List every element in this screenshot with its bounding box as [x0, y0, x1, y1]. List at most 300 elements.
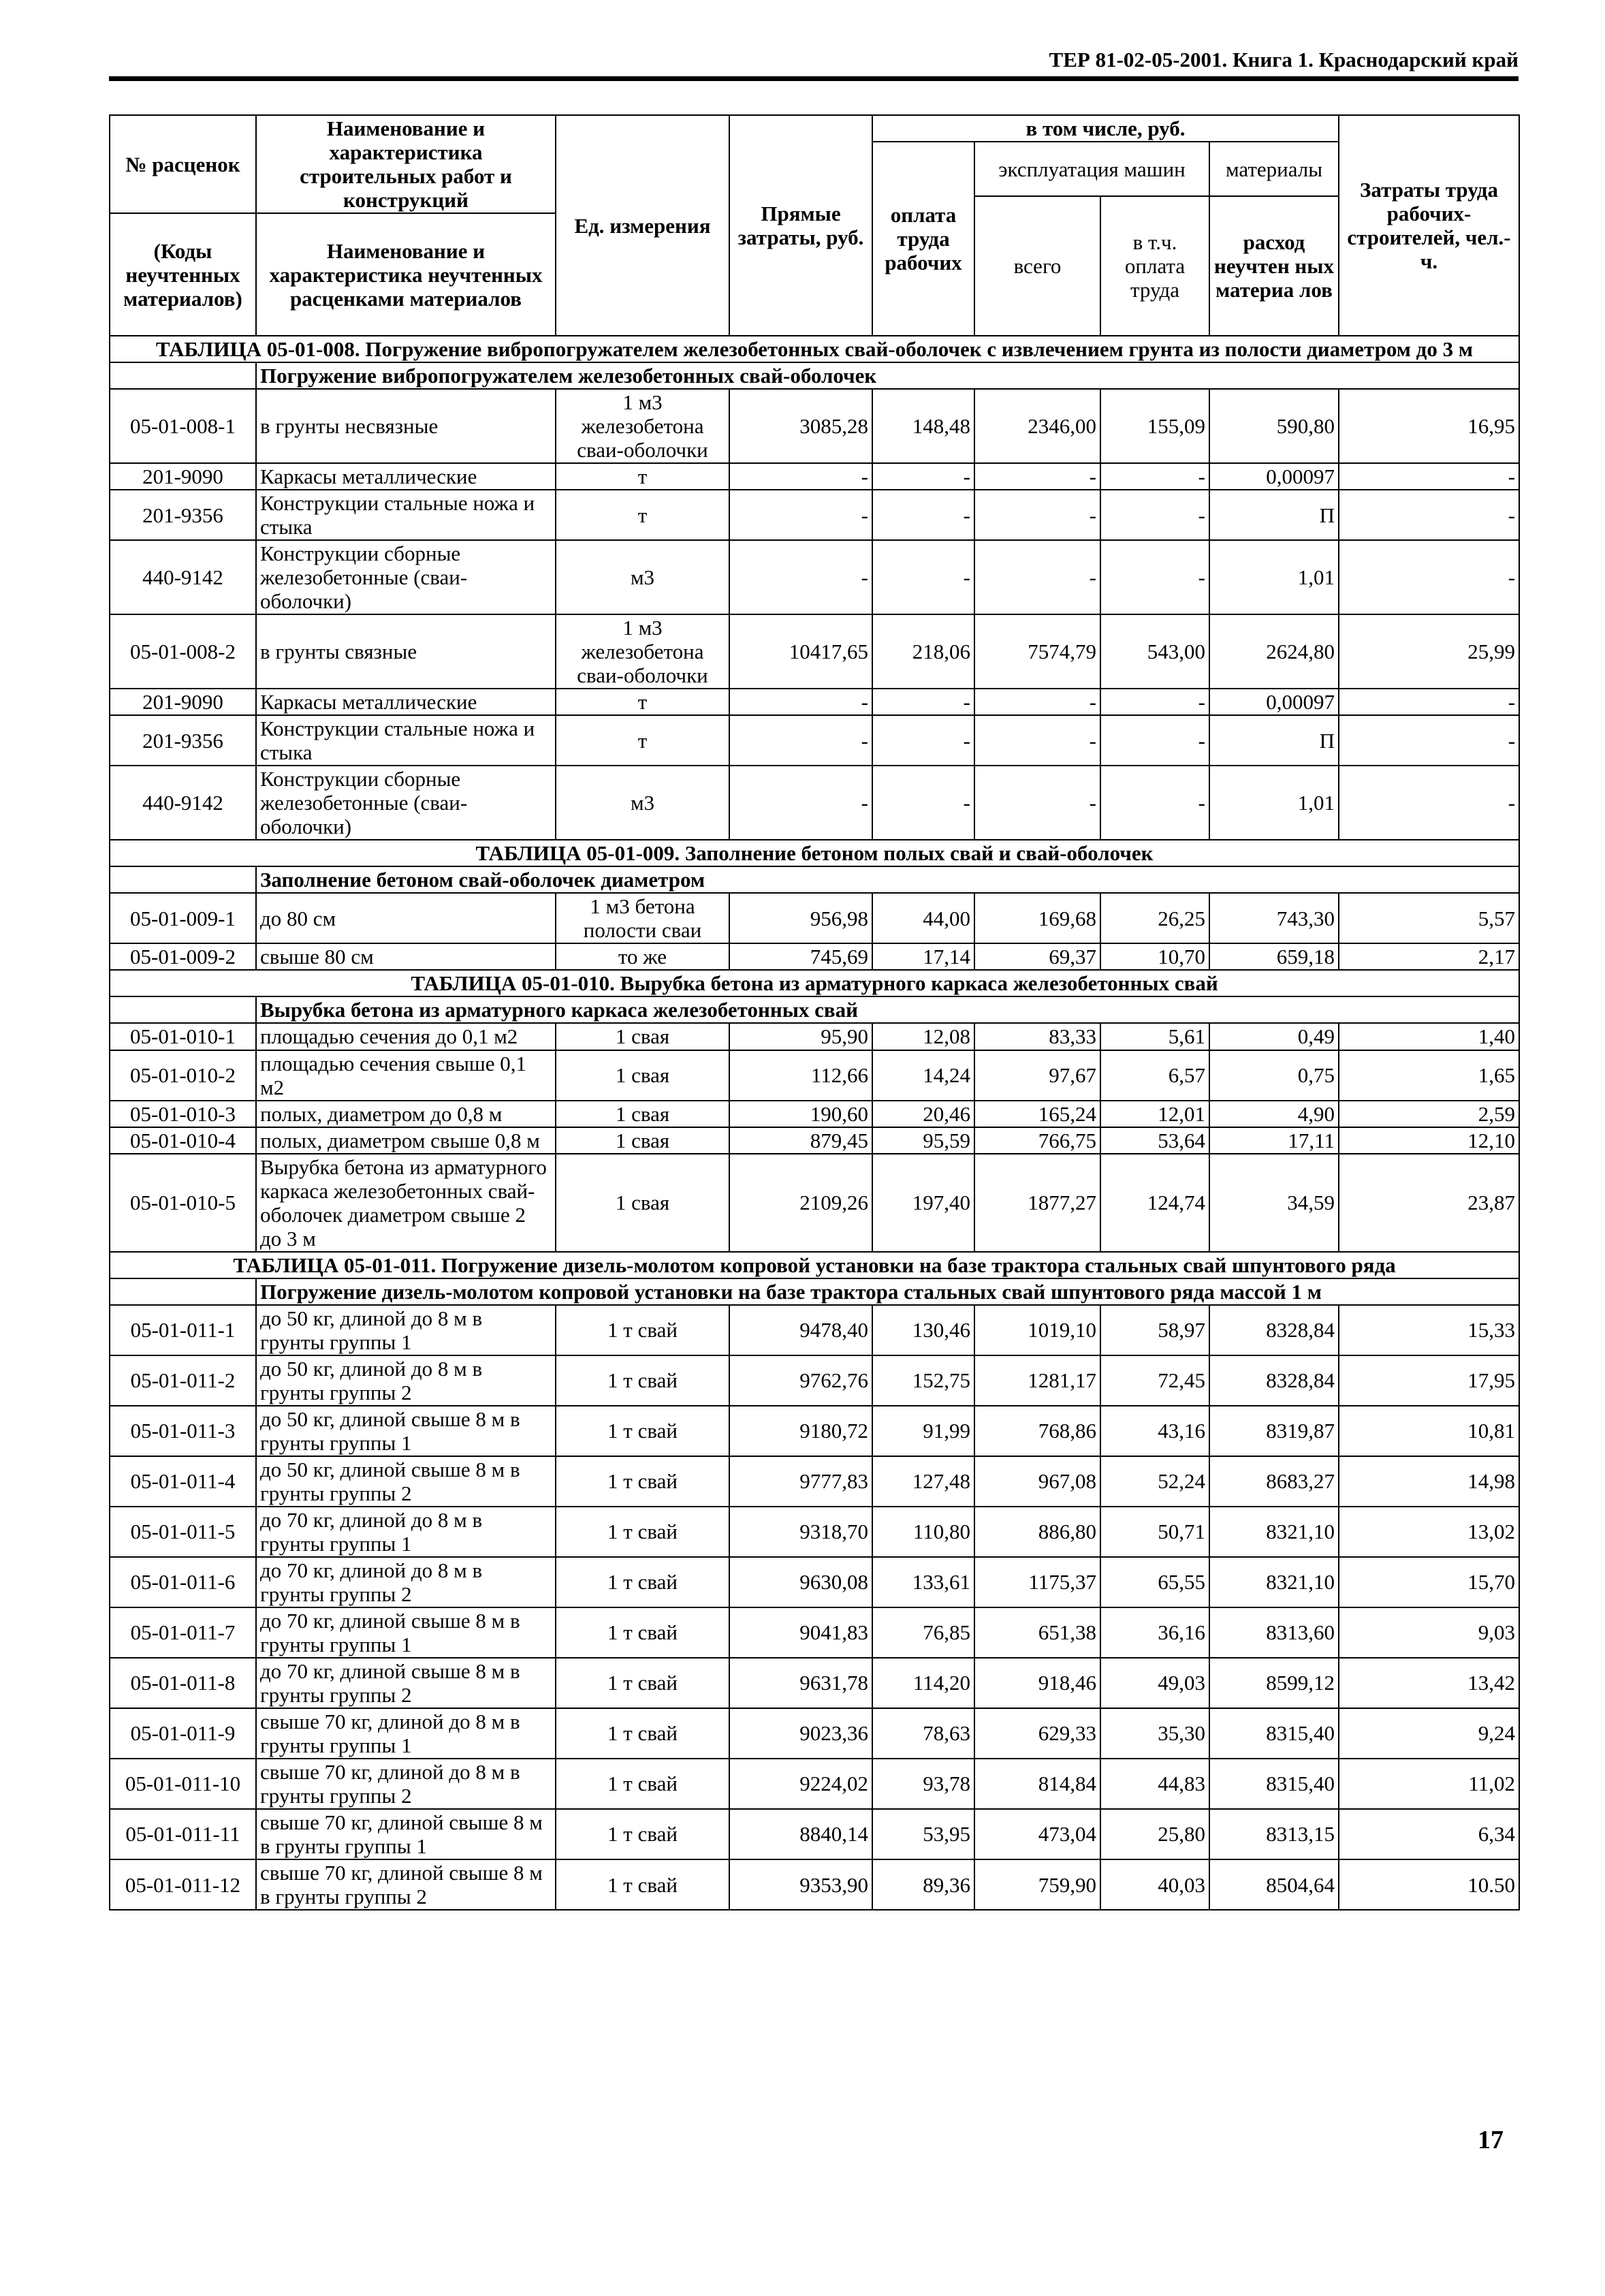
cell-machines-labor: -: [1100, 490, 1209, 540]
cell-machines-labor: 53,64: [1100, 1127, 1209, 1154]
cell-code: 05-01-010-4: [110, 1127, 256, 1154]
table-row: [110, 1406, 1519, 1456]
cell-name: свыше 70 кг, длиной свыше 8 м в грунты группы 2: [256, 1859, 556, 1910]
cell-code: 05-01-011-12: [110, 1859, 256, 1910]
cell-labor: 10,81: [1339, 1406, 1519, 1456]
cell-name: Конструкции сборные железобетонные (сваи-оболочки): [256, 766, 556, 840]
cell-direct: 2109,26: [729, 1154, 872, 1252]
cell-labor: 5,57: [1339, 893, 1519, 943]
cell-machines-total: 169,68: [974, 893, 1100, 943]
section-title: ТАБЛИЦА 05-01-009. Заполнение бетоном полых свай и свай-оболочек: [110, 840, 1519, 866]
cell-machines-labor: 52,24: [1100, 1456, 1209, 1507]
table-body: [110, 336, 1519, 1910]
cell-name: до 70 кг, длиной свыше 8 м в грунты группы 1: [256, 1607, 556, 1658]
cell-direct: 112,66: [729, 1050, 872, 1101]
cell-machines-total: 759,90: [974, 1859, 1100, 1910]
cell-materials: 8313,60: [1209, 1607, 1339, 1658]
cell-labor-pay: 148,48: [872, 389, 974, 463]
cell-direct: -: [729, 689, 872, 715]
cell-machines-total: 651,38: [974, 1607, 1100, 1658]
table-row: [110, 490, 1519, 540]
cell-materials: 8599,12: [1209, 1658, 1339, 1708]
cell-labor-pay: 95,59: [872, 1127, 974, 1154]
cell-direct: 95,90: [729, 1023, 872, 1050]
cell-machines-labor: 36,16: [1100, 1607, 1209, 1658]
cell-materials: 8319,87: [1209, 1406, 1339, 1456]
cell-machines-labor: 124,74: [1100, 1154, 1209, 1252]
cell-materials: 8315,40: [1209, 1708, 1339, 1759]
cell-materials: 0,75: [1209, 1050, 1339, 1101]
section-subtitle: Заполнение бетоном свай-оболочек диаметром: [256, 866, 1519, 893]
cell-name: свыше 70 кг, длиной свыше 8 м в грунты группы 1: [256, 1809, 556, 1859]
cell-name: до 70 кг, длиной до 8 м в грунты группы 1: [256, 1507, 556, 1557]
cell-labor: 25,99: [1339, 614, 1519, 689]
cell-labor: -: [1339, 463, 1519, 490]
cell-code: 201-9090: [110, 689, 256, 715]
table-row: [110, 1355, 1519, 1406]
cell-code: 05-01-011-3: [110, 1406, 256, 1456]
cell-labor: 1,40: [1339, 1023, 1519, 1050]
cell-unit: 1 т свай: [556, 1507, 729, 1557]
cell-machines-labor: -: [1100, 689, 1209, 715]
cell-name: до 70 кг, длиной свыше 8 м в грунты группы 2: [256, 1658, 556, 1708]
table-row: [110, 1658, 1519, 1708]
cell-unit: м3: [556, 766, 729, 840]
cell-labor: 13,02: [1339, 1507, 1519, 1557]
cell-unit: м3: [556, 540, 729, 614]
cell-name: Конструкции стальные ножа и стыка: [256, 490, 556, 540]
cell-name: до 70 кг, длиной до 8 м в грунты группы 2: [256, 1557, 556, 1607]
cell-materials: 8321,10: [1209, 1507, 1339, 1557]
table-row: [110, 1507, 1519, 1557]
cell-labor-pay: 114,20: [872, 1658, 974, 1708]
cell-direct: 9631,78: [729, 1658, 872, 1708]
cell-name: до 50 кг, длиной свыше 8 м в грунты группы 2: [256, 1456, 556, 1507]
cell-name: полых, диаметром свыше 0,8 м: [256, 1127, 556, 1154]
cell-machines-total: -: [974, 689, 1100, 715]
cell-direct: 9762,76: [729, 1355, 872, 1406]
cell-labor: 16,95: [1339, 389, 1519, 463]
cell-materials: 8315,40: [1209, 1759, 1339, 1809]
cell-name: полых, диаметром до 0,8 м: [256, 1101, 556, 1127]
cell-materials: П: [1209, 490, 1339, 540]
cell-direct: 9777,83: [729, 1456, 872, 1507]
cell-direct: 9630,08: [729, 1557, 872, 1607]
cell-direct: -: [729, 490, 872, 540]
cell-machines-labor: 155,09: [1100, 389, 1209, 463]
table-row: [110, 1101, 1519, 1127]
table-row: [110, 1154, 1519, 1252]
cell-unit: 1 свая: [556, 1050, 729, 1101]
cell-machines-labor: 12,01: [1100, 1101, 1209, 1127]
cell-labor: -: [1339, 490, 1519, 540]
cell-direct: -: [729, 463, 872, 490]
cell-machines-labor: 40,03: [1100, 1859, 1209, 1910]
table-row: [110, 1859, 1519, 1910]
table-row: [110, 1023, 1519, 1050]
cell-name: Конструкции стальные ножа и стыка: [256, 715, 556, 766]
running-header: ТЕР 81-02-05-2001. Книга 1. Краснодарский край: [1049, 48, 1519, 72]
cell-code: 05-01-010-1: [110, 1023, 256, 1050]
section-title-row: [110, 1252, 1519, 1278]
cell-code: 440-9142: [110, 766, 256, 840]
cell-labor-pay: 91,99: [872, 1406, 974, 1456]
cell-unit: т: [556, 689, 729, 715]
cell-materials: 8683,27: [1209, 1456, 1339, 1507]
cell-unit: 1 т свай: [556, 1708, 729, 1759]
cell-materials: 0,49: [1209, 1023, 1339, 1050]
cell-materials: П: [1209, 715, 1339, 766]
cell-unit: 1 т свай: [556, 1355, 729, 1406]
cell-direct: 9023,36: [729, 1708, 872, 1759]
cell-name: Конструкции сборные железобетонные (сваи-оболочки): [256, 540, 556, 614]
cell-labor: 23,87: [1339, 1154, 1519, 1252]
cell-machines-total: 886,80: [974, 1507, 1100, 1557]
header-unit: Ед. измерения: [556, 115, 729, 336]
section-subtitle-row: [110, 1278, 1519, 1305]
cell-name: свыше 70 кг, длиной до 8 м в грунты группы 2: [256, 1759, 556, 1809]
cell-code: 201-9356: [110, 490, 256, 540]
cell-code: 05-01-011-5: [110, 1507, 256, 1557]
header-name-sub: Наименование и характеристика неучтенных расценками материалов: [256, 213, 556, 336]
cell-materials: 34,59: [1209, 1154, 1339, 1252]
cell-machines-total: 1281,17: [974, 1355, 1100, 1406]
table-row: [110, 1456, 1519, 1507]
table-header: [110, 115, 1519, 336]
cell-unit: 1 м3 бетона полости сваи: [556, 893, 729, 943]
cell-unit: 1 м3 железобетона сваи-оболочки: [556, 389, 729, 463]
cell-unit: 1 т свай: [556, 1658, 729, 1708]
cell-labor: -: [1339, 689, 1519, 715]
cell-materials: 8321,10: [1209, 1557, 1339, 1607]
table-row: [110, 1759, 1519, 1809]
cell-materials: 743,30: [1209, 893, 1339, 943]
table-row: [110, 540, 1519, 614]
cell-materials: 1,01: [1209, 540, 1339, 614]
cell-machines-labor: 50,71: [1100, 1507, 1209, 1557]
cell-labor-pay: 93,78: [872, 1759, 974, 1809]
empty-cell: [110, 362, 256, 389]
section-subtitle-row: [110, 362, 1519, 389]
cell-machines-total: -: [974, 490, 1100, 540]
section-title-row: [110, 336, 1519, 362]
cell-labor-pay: 110,80: [872, 1507, 974, 1557]
cell-labor-pay: 127,48: [872, 1456, 974, 1507]
cell-labor: 1,65: [1339, 1050, 1519, 1101]
table-row: [110, 389, 1519, 463]
cell-machines-total: -: [974, 463, 1100, 490]
table-row: [110, 1708, 1519, 1759]
cell-materials: 2624,80: [1209, 614, 1339, 689]
section-title: ТАБЛИЦА 05-01-011. Погружение дизель-молотом копровой установки на базе трактора стальных свай шпунтового ряда: [110, 1252, 1519, 1278]
table-row: [110, 614, 1519, 689]
table-row: [110, 1127, 1519, 1154]
cell-unit: 1 т свай: [556, 1607, 729, 1658]
cell-code: 05-01-010-3: [110, 1101, 256, 1127]
cell-labor-pay: 133,61: [872, 1557, 974, 1607]
cell-name: площадью сечения до 0,1 м2: [256, 1023, 556, 1050]
header-code: № расценок: [110, 115, 256, 213]
cell-machines-labor: 65,55: [1100, 1557, 1209, 1607]
cell-code: 05-01-011-1: [110, 1305, 256, 1355]
cell-unit: т: [556, 463, 729, 490]
cell-direct: -: [729, 715, 872, 766]
cell-name: Каркасы металлические: [256, 689, 556, 715]
cell-code: 05-01-009-2: [110, 943, 256, 970]
cell-machines-total: 1175,37: [974, 1557, 1100, 1607]
cell-materials: 8504,64: [1209, 1859, 1339, 1910]
cell-name: в грунты связные: [256, 614, 556, 689]
cell-machines-total: 814,84: [974, 1759, 1100, 1809]
cell-machines-total: 1877,27: [974, 1154, 1100, 1252]
cell-labor: 14,98: [1339, 1456, 1519, 1507]
cell-materials: 17,11: [1209, 1127, 1339, 1154]
cell-labor-pay: -: [872, 540, 974, 614]
section-title-row: [110, 840, 1519, 866]
cell-unit: 1 свая: [556, 1127, 729, 1154]
cell-unit: 1 т свай: [556, 1406, 729, 1456]
cell-labor-pay: 197,40: [872, 1154, 974, 1252]
cell-code: 201-9356: [110, 715, 256, 766]
cell-materials: 0,00097: [1209, 689, 1339, 715]
cell-labor-pay: 14,24: [872, 1050, 974, 1101]
cell-materials: 0,00097: [1209, 463, 1339, 490]
table-row: [110, 1050, 1519, 1101]
cell-unit: то же: [556, 943, 729, 970]
cell-labor-pay: 78,63: [872, 1708, 974, 1759]
cell-materials: 8328,84: [1209, 1355, 1339, 1406]
cell-labor: -: [1339, 766, 1519, 840]
cell-name: свыше 80 см: [256, 943, 556, 970]
header-labor: Затраты труда рабочих-строителей, чел.-ч.: [1339, 115, 1519, 336]
cell-machines-labor: 44,83: [1100, 1759, 1209, 1809]
cell-labor: -: [1339, 715, 1519, 766]
cell-materials: 1,01: [1209, 766, 1339, 840]
cell-direct: -: [729, 540, 872, 614]
cell-code: 201-9090: [110, 463, 256, 490]
section-title: ТАБЛИЦА 05-01-010. Вырубка бетона из арматурного каркаса железобетонных свай: [110, 970, 1519, 996]
table-row: [110, 1557, 1519, 1607]
table-row: [110, 893, 1519, 943]
cell-labor-pay: 89,36: [872, 1859, 974, 1910]
cell-labor: 11,02: [1339, 1759, 1519, 1809]
header-labor-pay: оплата труда рабочих: [872, 142, 974, 336]
cell-labor: 12,10: [1339, 1127, 1519, 1154]
cell-labor: 15,33: [1339, 1305, 1519, 1355]
cell-machines-total: 165,24: [974, 1101, 1100, 1127]
cell-labor-pay: -: [872, 490, 974, 540]
table-row: [110, 689, 1519, 715]
cell-machines-labor: -: [1100, 766, 1209, 840]
cell-labor: 2,17: [1339, 943, 1519, 970]
cell-code: 05-01-011-6: [110, 1557, 256, 1607]
cell-direct: 9318,70: [729, 1507, 872, 1557]
cell-machines-labor: 6,57: [1100, 1050, 1209, 1101]
cell-code: 05-01-008-1: [110, 389, 256, 463]
table-row: [110, 1305, 1519, 1355]
section-subtitle-row: [110, 866, 1519, 893]
table-row: [110, 1607, 1519, 1658]
table-row: [110, 943, 1519, 970]
cell-machines-labor: 543,00: [1100, 614, 1209, 689]
cell-labor: 13,42: [1339, 1658, 1519, 1708]
cell-machines-total: 97,67: [974, 1050, 1100, 1101]
section-subtitle: Погружение дизель-молотом копровой установки на базе трактора стальных свай шпунтового ряда массой 1 м: [256, 1278, 1519, 1305]
cell-labor-pay: 76,85: [872, 1607, 974, 1658]
cell-machines-total: 918,46: [974, 1658, 1100, 1708]
cell-code: 05-01-010-2: [110, 1050, 256, 1101]
cell-machines-total: 629,33: [974, 1708, 1100, 1759]
cell-machines-total: 69,37: [974, 943, 1100, 970]
cell-labor: 9,03: [1339, 1607, 1519, 1658]
table-row: [110, 1809, 1519, 1859]
cell-direct: -: [729, 766, 872, 840]
header-machines: эксплуатация машин: [974, 142, 1209, 196]
table-row: [110, 715, 1519, 766]
cell-machines-total: 766,75: [974, 1127, 1100, 1154]
cell-labor-pay: 53,95: [872, 1809, 974, 1859]
cell-code: 05-01-011-4: [110, 1456, 256, 1507]
cell-code: 05-01-011-7: [110, 1607, 256, 1658]
cell-labor: 9,24: [1339, 1708, 1519, 1759]
cell-direct: 8840,14: [729, 1809, 872, 1859]
cell-labor: 15,70: [1339, 1557, 1519, 1607]
cell-name: до 80 см: [256, 893, 556, 943]
cell-unit: 1 т свай: [556, 1859, 729, 1910]
cell-name: до 50 кг, длиной свыше 8 м в грунты группы 1: [256, 1406, 556, 1456]
header-materials-sub: расход неучтен ных материа лов: [1209, 196, 1339, 336]
header-code-sub: (Коды неучтенных материалов): [110, 213, 256, 336]
cell-code: 05-01-011-2: [110, 1355, 256, 1406]
cell-labor-pay: 12,08: [872, 1023, 974, 1050]
section-title-row: [110, 970, 1519, 996]
cell-labor-pay: 218,06: [872, 614, 974, 689]
cell-direct: 9353,90: [729, 1859, 872, 1910]
cell-materials: 4,90: [1209, 1101, 1339, 1127]
cell-materials: 659,18: [1209, 943, 1339, 970]
page-number: 17: [1478, 2126, 1504, 2154]
cell-name: свыше 70 кг, длиной до 8 м в грунты группы 1: [256, 1708, 556, 1759]
cell-unit: 1 свая: [556, 1101, 729, 1127]
cell-labor: 6,34: [1339, 1809, 1519, 1859]
cell-unit: 1 свая: [556, 1154, 729, 1252]
cell-unit: 1 т свай: [556, 1456, 729, 1507]
header-name: Наименование и характеристика строительных работ и конструкций: [256, 115, 556, 213]
cell-machines-total: 7574,79: [974, 614, 1100, 689]
cell-direct: 190,60: [729, 1101, 872, 1127]
cell-unit: 1 т свай: [556, 1305, 729, 1355]
cell-labor-pay: 130,46: [872, 1305, 974, 1355]
cell-labor: 2,59: [1339, 1101, 1519, 1127]
cell-code: 05-01-011-9: [110, 1708, 256, 1759]
cell-direct: 9041,83: [729, 1607, 872, 1658]
cell-direct: 9180,72: [729, 1406, 872, 1456]
cell-labor: -: [1339, 540, 1519, 614]
header-machines-labor: в т.ч. оплата труда: [1100, 196, 1209, 336]
table-row: [110, 766, 1519, 840]
cell-labor-pay: 17,14: [872, 943, 974, 970]
cell-code: 440-9142: [110, 540, 256, 614]
cell-direct: 9478,40: [729, 1305, 872, 1355]
cell-machines-labor: 58,97: [1100, 1305, 1209, 1355]
cell-unit: 1 м3 железобетона сваи-оболочки: [556, 614, 729, 689]
empty-cell: [110, 996, 256, 1023]
cell-machines-total: -: [974, 766, 1100, 840]
cell-labor: 10.50: [1339, 1859, 1519, 1910]
cell-direct: 879,45: [729, 1127, 872, 1154]
cell-machines-labor: -: [1100, 463, 1209, 490]
cell-unit: 1 т свай: [556, 1809, 729, 1859]
cell-name: Вырубка бетона из арматурного каркаса железобетонных свай-оболочек диаметром свыше 2 до 3 м: [256, 1154, 556, 1252]
section-subtitle: Вырубка бетона из арматурного каркаса железобетонных свай: [256, 996, 1519, 1023]
cell-machines-total: -: [974, 715, 1100, 766]
cell-machines-labor: 26,25: [1100, 893, 1209, 943]
cell-unit: т: [556, 490, 729, 540]
cell-labor-pay: 20,46: [872, 1101, 974, 1127]
cell-name: площадью сечения свыше 0,1 м2: [256, 1050, 556, 1101]
cell-machines-total: 967,08: [974, 1456, 1100, 1507]
cell-code: 05-01-011-8: [110, 1658, 256, 1708]
header-incl: в том числе, руб.: [872, 115, 1339, 142]
cell-machines-labor: 43,16: [1100, 1406, 1209, 1456]
cell-direct: 9224,02: [729, 1759, 872, 1809]
cell-code: 05-01-011-10: [110, 1759, 256, 1809]
cell-code: 05-01-009-1: [110, 893, 256, 943]
cell-machines-labor: 49,03: [1100, 1658, 1209, 1708]
cell-code: 05-01-008-2: [110, 614, 256, 689]
cell-direct: 745,69: [729, 943, 872, 970]
header-machines-total: всего: [974, 196, 1100, 336]
cell-name: до 50 кг, длиной до 8 м в грунты группы 2: [256, 1355, 556, 1406]
header-materials: материалы: [1209, 142, 1339, 196]
cell-name: Каркасы металлические: [256, 463, 556, 490]
cell-labor-pay: 152,75: [872, 1355, 974, 1406]
cell-machines-total: 2346,00: [974, 389, 1100, 463]
section-subtitle-row: [110, 996, 1519, 1023]
cell-direct: 956,98: [729, 893, 872, 943]
cell-machines-total: -: [974, 540, 1100, 614]
cell-machines-total: 473,04: [974, 1809, 1100, 1859]
cell-name: в грунты несвязные: [256, 389, 556, 463]
empty-cell: [110, 866, 256, 893]
empty-cell: [110, 1278, 256, 1305]
section-title: ТАБЛИЦА 05-01-008. Погружение вибропогружателем железобетонных свай-оболочек с извлечением грунта из полости диаметром до 3 м: [110, 336, 1519, 362]
cell-direct: 10417,65: [729, 614, 872, 689]
cell-labor-pay: 44,00: [872, 893, 974, 943]
cell-labor-pay: -: [872, 463, 974, 490]
header-rule: [109, 76, 1519, 81]
header-direct: Прямые затраты, руб.: [729, 115, 872, 336]
cell-labor-pay: -: [872, 715, 974, 766]
cell-machines-total: 768,86: [974, 1406, 1100, 1456]
cell-machines-labor: 5,61: [1100, 1023, 1209, 1050]
table-row: [110, 463, 1519, 490]
cell-machines-total: 1019,10: [974, 1305, 1100, 1355]
cell-materials: 8313,15: [1209, 1809, 1339, 1859]
cell-labor: 17,95: [1339, 1355, 1519, 1406]
cell-machines-total: 83,33: [974, 1023, 1100, 1050]
cell-machines-labor: -: [1100, 540, 1209, 614]
cell-materials: 590,80: [1209, 389, 1339, 463]
rates-table: [109, 114, 1520, 1910]
cell-code: 05-01-010-5: [110, 1154, 256, 1252]
cell-machines-labor: 35,30: [1100, 1708, 1209, 1759]
cell-labor-pay: -: [872, 766, 974, 840]
cell-unit: 1 т свай: [556, 1759, 729, 1809]
cell-unit: т: [556, 715, 729, 766]
cell-name: до 50 кг, длиной до 8 м в грунты группы 1: [256, 1305, 556, 1355]
cell-machines-labor: -: [1100, 715, 1209, 766]
